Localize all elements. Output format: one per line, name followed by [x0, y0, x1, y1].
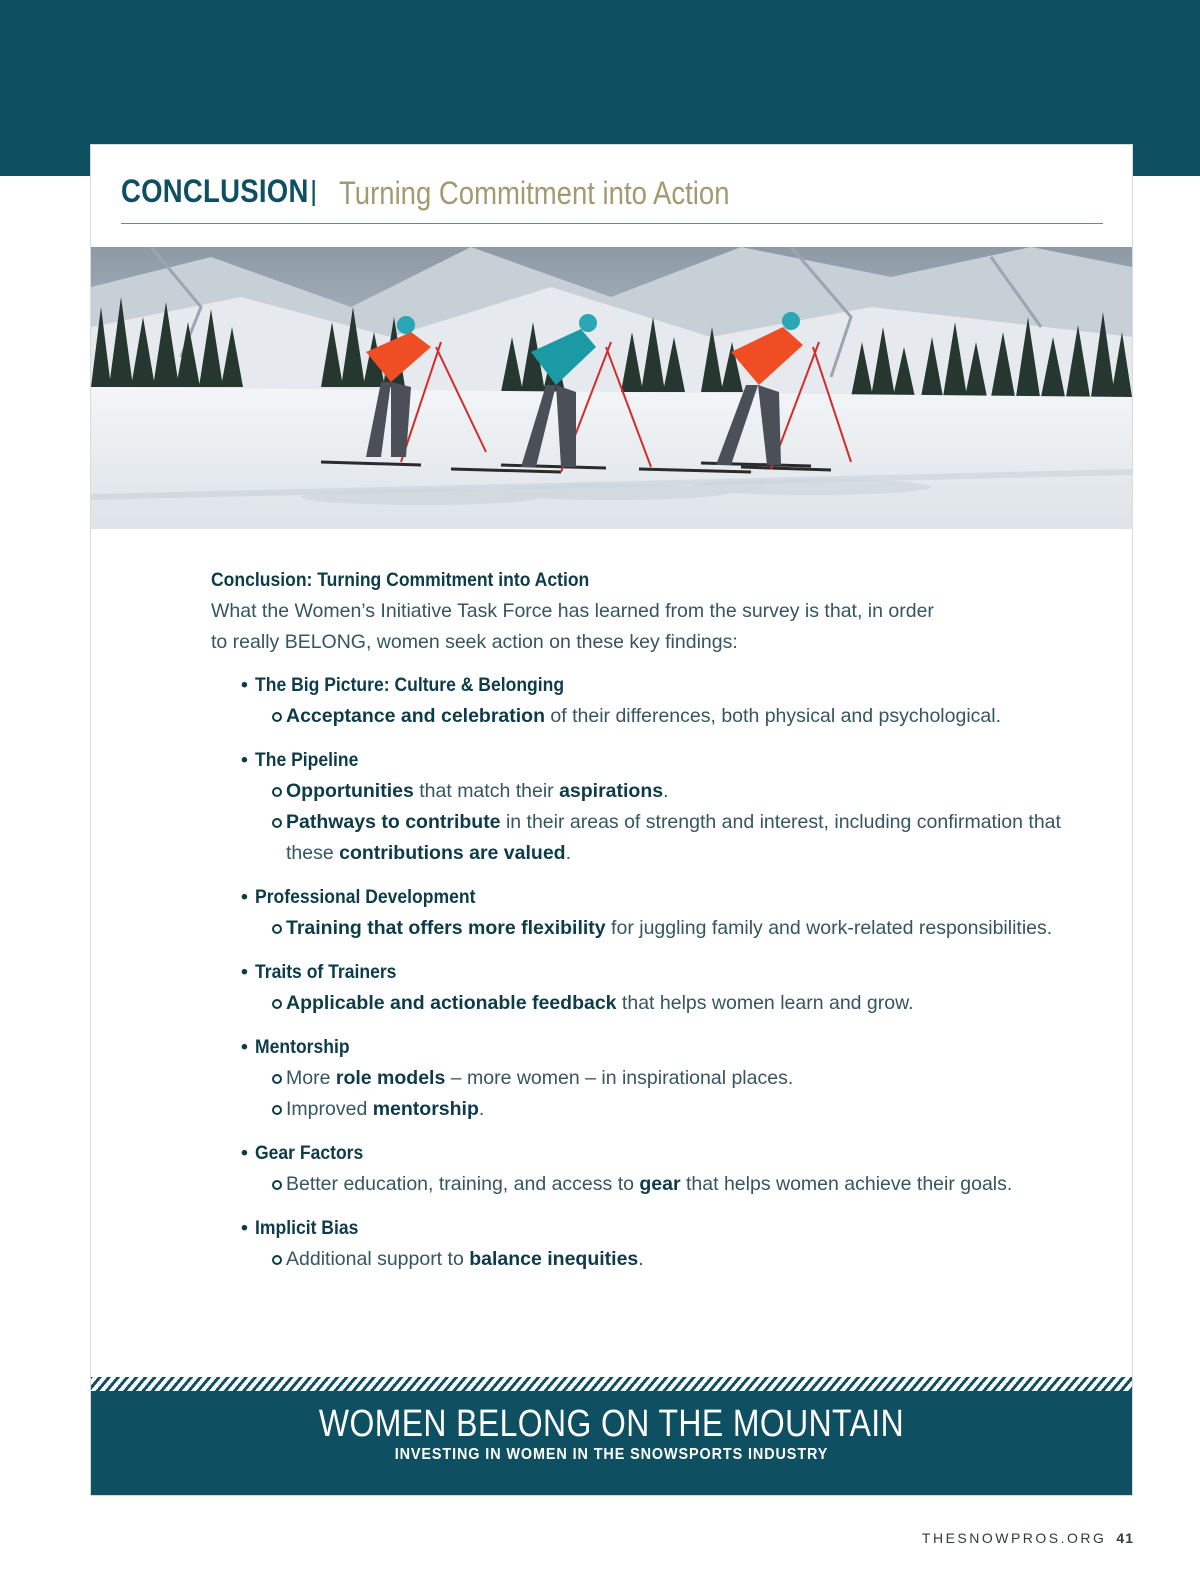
- item-text: Better education, training, and access to: [286, 1173, 640, 1195]
- bullet-icon: •: [241, 886, 248, 908]
- item-text: that helps women learn and grow.: [616, 992, 914, 1014]
- item-text: Improved: [286, 1098, 373, 1120]
- item-text: More: [286, 1067, 336, 1089]
- finding-item: [241, 1169, 1071, 1200]
- emphasis-text: gear: [639, 1173, 681, 1195]
- finding-heading: [241, 882, 1071, 913]
- page-number: 41: [1116, 1530, 1134, 1546]
- finding-heading: [241, 1138, 1071, 1169]
- finding-item: [241, 1094, 1071, 1125]
- bullet-icon: •: [241, 1142, 248, 1164]
- finding-item: [241, 988, 1071, 1019]
- finding-section: [241, 1213, 1071, 1275]
- finding-heading: [241, 670, 1071, 701]
- finding-title: The Big Picture: Culture & Belonging: [255, 674, 565, 696]
- banner-body: [91, 1391, 1132, 1495]
- finding-section: [241, 882, 1071, 944]
- conclusion-body: [211, 565, 1071, 1288]
- finding-item: [241, 701, 1071, 732]
- emphasis-text: Pathways to contribute: [286, 811, 501, 833]
- finding-title: Implicit Bias: [255, 1217, 359, 1239]
- item-text: that match their: [413, 780, 560, 802]
- hatch-stripe: [91, 1377, 1132, 1391]
- item-text: of their differences, both physical and psychological.: [545, 705, 1002, 727]
- page-card: [90, 144, 1133, 1496]
- item-text: – more women – in inspirational places.: [445, 1067, 794, 1089]
- emphasis-text: Applicable and actionable feedback: [286, 992, 617, 1014]
- bullet-icon: •: [241, 1217, 248, 1239]
- finding-section: [241, 1138, 1071, 1200]
- footer-banner: [91, 1377, 1132, 1495]
- finding-heading: [241, 1032, 1071, 1063]
- finding-items: [241, 701, 1071, 732]
- finding-title: Professional Development: [255, 886, 476, 908]
- emphasis-text: balance inequities: [469, 1248, 639, 1270]
- emphasis-text: Opportunities: [286, 780, 414, 802]
- finding-item: [241, 807, 1071, 869]
- emphasis-text: mentorship: [372, 1098, 479, 1120]
- section-subtitle: Turning Commitment into Action: [339, 175, 730, 211]
- bullet-icon: •: [241, 749, 248, 771]
- item-text: .: [663, 780, 669, 802]
- cross-country-skiers-photo: [91, 247, 1132, 529]
- finding-heading: [241, 1213, 1071, 1244]
- emphasis-text: Training that offers more flexibility: [286, 917, 606, 939]
- finding-items: [241, 1169, 1071, 1200]
- bullet-icon: •: [241, 961, 248, 983]
- item-text: Additional support to: [286, 1248, 470, 1270]
- site-url: THESNOWPROS.ORG: [921, 1530, 1107, 1546]
- item-text: .: [565, 842, 572, 864]
- finding-items: [241, 913, 1071, 944]
- emphasis-text: Acceptance and celebration: [286, 705, 546, 727]
- body-heading: Conclusion: Turning Commitment into Action: [211, 569, 590, 591]
- section-title: CONCLUSION: [121, 173, 309, 209]
- banner-subtitle: INVESTING IN WOMEN IN THE SNOWSPORTS INDUSTRY: [394, 1446, 829, 1463]
- finding-title: The Pipeline: [255, 749, 359, 771]
- key-findings-list: [211, 670, 1071, 1275]
- intro-line: What the Women’s Initiative Task Force has learned from the survey is that, in order: [211, 600, 934, 622]
- banner-title: WOMEN BELONG ON THE MOUNTAIN: [318, 1403, 905, 1445]
- finding-section: [241, 670, 1071, 732]
- emphasis-text: aspirations: [559, 780, 664, 802]
- finding-title: Gear Factors: [255, 1142, 364, 1164]
- finding-section: [241, 957, 1071, 1019]
- section-header: [121, 173, 1103, 224]
- finding-title: Traits of Trainers: [255, 961, 397, 983]
- item-text: for juggling family and work-related responsibilities.: [605, 917, 1053, 939]
- finding-items: [241, 776, 1071, 869]
- intro-paragraph: [211, 596, 1071, 658]
- emphasis-text: role models: [335, 1067, 446, 1089]
- finding-heading: [241, 957, 1071, 988]
- bullet-icon: •: [241, 674, 248, 696]
- item-text: .: [478, 1098, 485, 1120]
- finding-item: [241, 776, 1071, 807]
- finding-section: [241, 1032, 1071, 1125]
- finding-items: [241, 988, 1071, 1019]
- page-footer: [922, 1530, 1134, 1546]
- intro-line: to really BELONG, women seek action on these key findings:: [211, 631, 738, 653]
- item-text: in their areas of strength and interest, including confirmation that these: [286, 811, 1061, 864]
- bullet-icon: •: [241, 1036, 248, 1058]
- finding-items: [241, 1063, 1071, 1125]
- title-separator: |: [310, 175, 318, 206]
- item-text: .: [638, 1248, 644, 1270]
- item-text: that helps women achieve their goals.: [680, 1173, 1013, 1195]
- finding-item: [241, 1063, 1071, 1094]
- finding-title: Mentorship: [255, 1036, 350, 1058]
- finding-section: [241, 745, 1071, 869]
- finding-item: [241, 1244, 1071, 1275]
- finding-items: [241, 1244, 1071, 1275]
- finding-heading: [241, 745, 1071, 776]
- finding-item: [241, 913, 1071, 944]
- emphasis-text: contributions are valued: [339, 842, 566, 864]
